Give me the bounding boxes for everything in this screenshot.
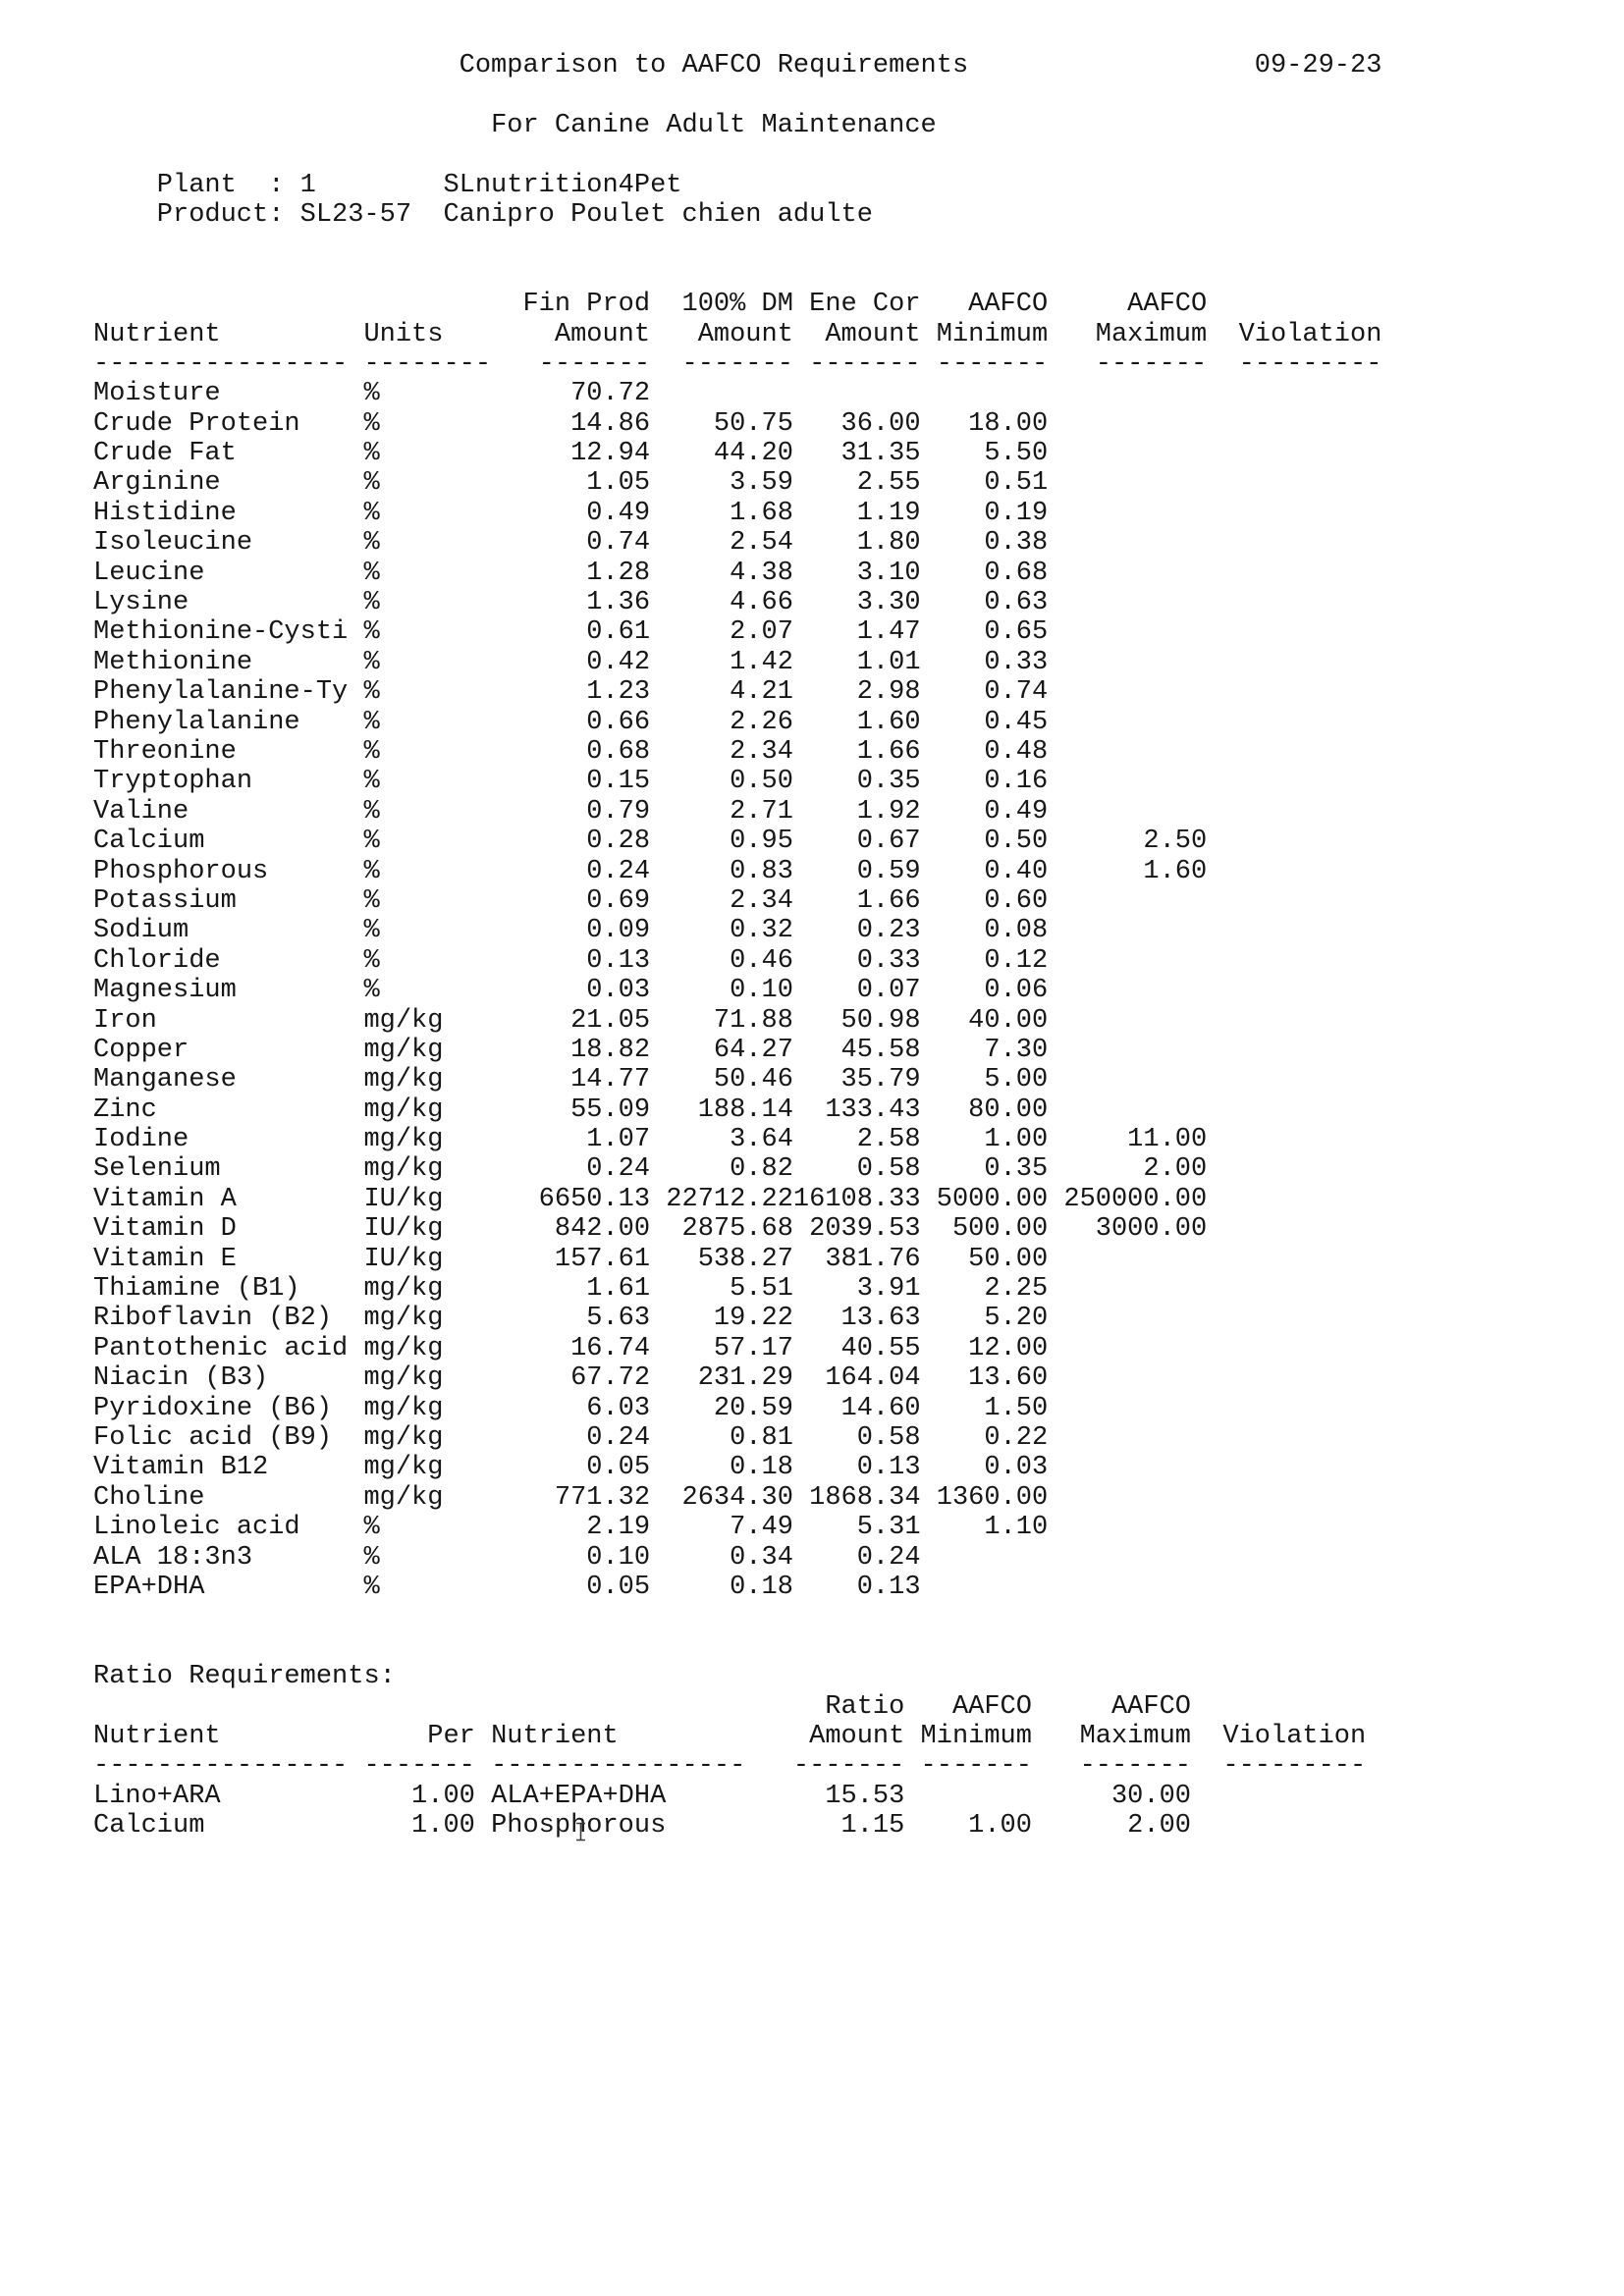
plant-value: 1 bbox=[299, 170, 316, 200]
product-label: Product: bbox=[156, 199, 285, 230]
report-date: 09-29-23 bbox=[1254, 51, 1382, 80]
ratio-table bbox=[93, 1692, 1624, 1842]
table-row: Phosphorous % 0.24 0.83 0.59 0.40 1.60 bbox=[93, 856, 1208, 886]
table-row: EPA+DHA % 0.05 0.18 0.13 bbox=[93, 1572, 921, 1602]
table-row: Manganese mg/kg 14.77 50.46 35.79 5.00 bbox=[93, 1065, 1049, 1095]
table-row: Pyridoxine (B6) mg/kg 6.03 20.59 14.60 1.50 bbox=[93, 1393, 1049, 1423]
table-row: Moisture % 70.72 bbox=[93, 379, 651, 409]
table-row: Vitamin B12 mg/kg 0.05 0.18 0.13 0.03 bbox=[93, 1453, 1049, 1483]
blank-line bbox=[93, 140, 1624, 170]
table-row: Isoleucine % 0.74 2.54 1.80 0.38 bbox=[93, 528, 1049, 559]
table-row: Sodium % 0.09 0.32 0.23 0.08 bbox=[93, 916, 1049, 946]
plant-label: Plant : bbox=[156, 170, 285, 200]
table-row: Choline mg/kg 771.32 2634.30 1868.34 1360.00 bbox=[93, 1482, 1049, 1513]
nutrient-table bbox=[93, 290, 1624, 1602]
table-row: Iodine mg/kg 1.07 3.64 2.58 1.00 11.00 bbox=[93, 1125, 1208, 1155]
table-row: Methionine % 0.42 1.42 1.01 0.33 bbox=[93, 647, 1049, 677]
page-subtitle: For Canine Adult Maintenance bbox=[491, 110, 937, 140]
plant-name: SLnutrition4Pet bbox=[443, 170, 682, 200]
table-row: Pantothenic acid mg/kg 16.74 57.17 40.55 12.00 bbox=[93, 1333, 1049, 1363]
table-divider-row: ---------------- -------- ------- ------- ------- ------- ------- --------- bbox=[93, 348, 1382, 379]
report-subtitle-line bbox=[93, 111, 1624, 140]
table-row: Linoleic acid % 2.19 7.49 5.31 1.10 bbox=[93, 1513, 1049, 1543]
table-row: Calcium % 0.28 0.95 0.67 0.50 2.50 bbox=[93, 827, 1208, 857]
table-row: Selenium mg/kg 0.24 0.82 0.58 0.35 2.00 bbox=[93, 1154, 1208, 1185]
table-row: Crude Protein % 14.86 50.75 36.00 18.00 bbox=[93, 408, 1049, 439]
table-row: Crude Fat % 12.94 44.20 31.35 5.50 bbox=[93, 439, 1049, 469]
table-row: Phenylalanine-Ty % 1.23 4.21 2.98 0.74 bbox=[93, 677, 1049, 708]
product-line bbox=[93, 200, 1624, 230]
table-row: Arginine % 1.05 3.59 2.55 0.51 bbox=[93, 468, 1049, 499]
table-row: Vitamin D IU/kg 842.00 2875.68 2039.53 500.00 3000.00 bbox=[93, 1214, 1208, 1245]
table-row: Vitamin A IU/kg 6650.13 22712.2216108.33 5000.00 250000.00 bbox=[93, 1184, 1208, 1214]
table-header-row: Nutrient Units Amount Amount Amount Minimum Maximum Violation bbox=[93, 319, 1382, 349]
table-row: Methionine-Cysti % 0.61 2.07 1.47 0.65 bbox=[93, 617, 1049, 648]
table-header-row: Nutrient Per Nutrient Amount Minimum Maximum Violation bbox=[93, 1721, 1367, 1751]
plant-line bbox=[93, 171, 1624, 200]
table-row: Leucine % 1.28 4.38 3.10 0.68 bbox=[93, 558, 1049, 588]
table-row: Magnesium % 0.03 0.10 0.07 0.06 bbox=[93, 976, 1049, 1006]
table-row: Chloride % 0.13 0.46 0.33 0.12 bbox=[93, 945, 1049, 976]
table-row: Vitamin E IU/kg 157.61 538.27 381.76 50.00 bbox=[93, 1244, 1049, 1274]
table-row: Riboflavin (B2) mg/kg 5.63 19.22 13.63 5.20 bbox=[93, 1304, 1049, 1334]
product-name: Canipro Poulet chien adulte bbox=[443, 199, 873, 230]
ratio-section-heading: Ratio Requirements: bbox=[93, 1662, 396, 1692]
table-row: Phenylalanine % 0.66 2.26 1.60 0.45 bbox=[93, 707, 1049, 737]
table-header-row: Ratio AAFCO AAFCO bbox=[93, 1691, 1191, 1722]
table-row: Potassium % 0.69 2.34 1.66 0.60 bbox=[93, 885, 1049, 916]
table-header-row: Fin Prod 100% DM Ene Cor AAFCO AAFCO bbox=[93, 290, 1208, 320]
table-row: Histidine % 0.49 1.68 1.19 0.19 bbox=[93, 498, 1049, 528]
table-row: Folic acid (B9) mg/kg 0.24 0.81 0.58 0.22 bbox=[93, 1422, 1049, 1453]
page-title: Comparison to AAFCO Requirements bbox=[459, 51, 969, 80]
table-row: Tryptophan % 0.15 0.50 0.35 0.16 bbox=[93, 767, 1049, 797]
table-row: ALA 18:3n3 % 0.10 0.34 0.24 bbox=[93, 1542, 921, 1573]
blank-line bbox=[93, 80, 1624, 110]
table-row: Niacin (B3) mg/kg 67.72 231.29 164.04 13.60 bbox=[93, 1363, 1049, 1394]
text-cursor-icon bbox=[574, 1822, 587, 1842]
report-title-line bbox=[93, 51, 1624, 80]
table-row: Valine % 0.79 2.71 1.92 0.49 bbox=[93, 796, 1049, 827]
ratio-heading-line bbox=[93, 1662, 1624, 1691]
table-divider-row: ---------------- ------- ---------------- ------- ------- ------- --------- bbox=[93, 1751, 1367, 1782]
table-row: Lino+ARA 1.00 ALA+EPA+DHA 15.53 30.00 bbox=[93, 1781, 1191, 1811]
table-row: Thiamine (B1) mg/kg 1.61 5.51 3.91 2.25 bbox=[93, 1274, 1049, 1305]
product-code: SL23-57 bbox=[299, 199, 412, 230]
table-row: Copper mg/kg 18.82 64.27 45.58 7.30 bbox=[93, 1035, 1049, 1065]
table-row: Lysine % 1.36 4.66 3.30 0.63 bbox=[93, 588, 1049, 618]
table-row: Calcium 1.00 Phosphorous 1.15 1.00 2.00 bbox=[93, 1811, 1191, 1842]
table-row: Zinc mg/kg 55.09 188.14 133.43 80.00 bbox=[93, 1095, 1049, 1125]
table-row: Threonine % 0.68 2.34 1.66 0.48 bbox=[93, 737, 1049, 767]
table-row: Iron mg/kg 21.05 71.88 50.98 40.00 bbox=[93, 1005, 1049, 1036]
